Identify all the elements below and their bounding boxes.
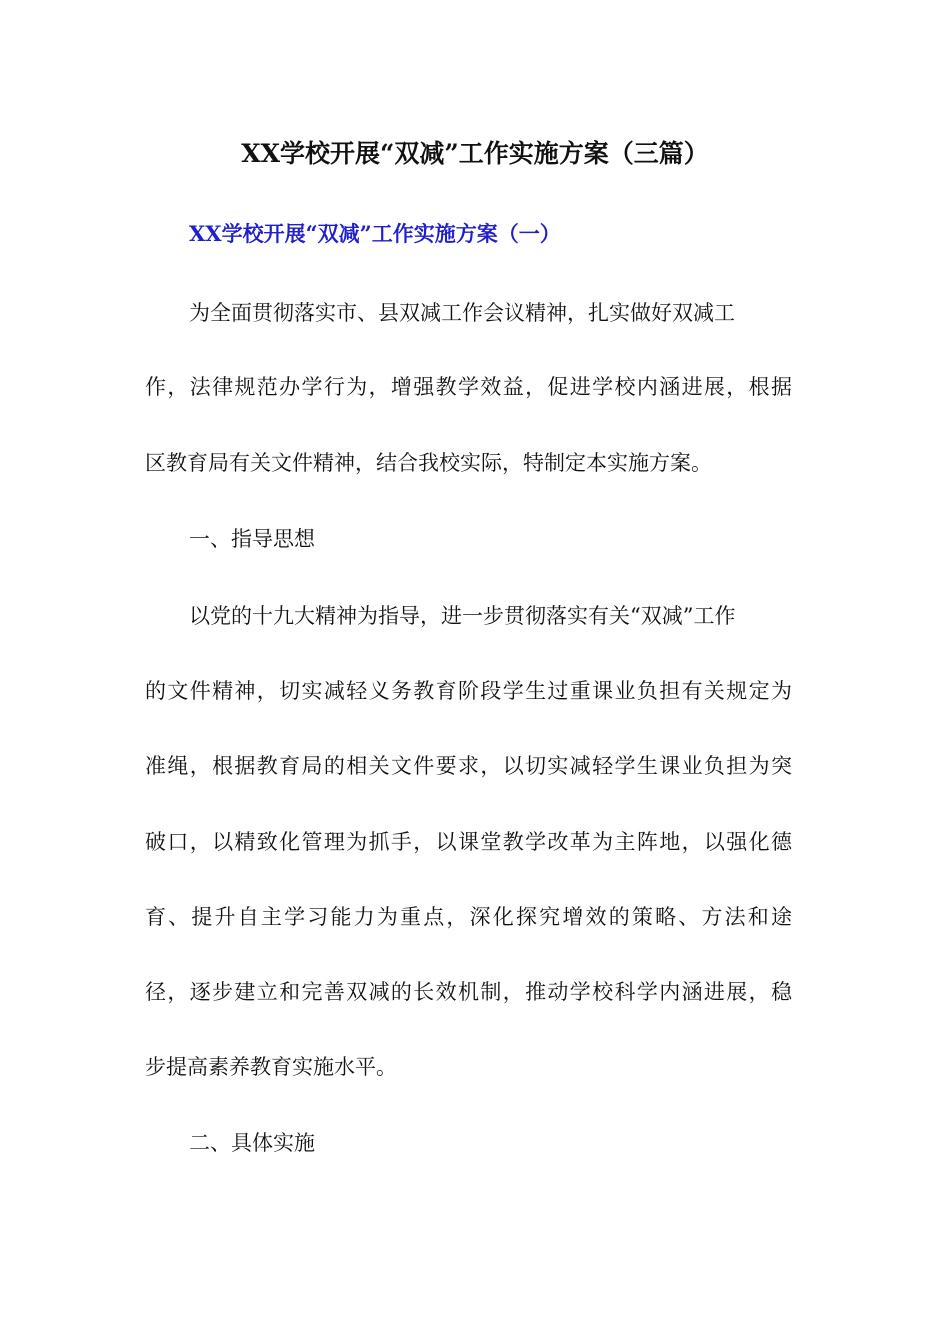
paragraph-line: 破口，以精致化管理为抓手，以课堂教学改革为主阵地，以强化德 — [145, 830, 792, 854]
paragraph-line: 作，法律规范办学行为，增强教学效益，促进学校内涵进展，根据 — [145, 375, 792, 399]
paragraph-line: 的文件精神，切实减轻义务教育阶段学生过重课业负担有关规定为 — [145, 679, 792, 703]
paragraph-line: 准绳，根据教育局的相关文件要求，以切实减轻学生课业负担为突 — [145, 754, 792, 778]
paragraph-line: 区教育局有关文件精神，结合我校实际，特制定本实施方案。 — [145, 451, 712, 475]
paragraph-line: 步提高素养教育实施水平。 — [145, 1055, 397, 1079]
document-title: XX学校开展“双减”工作实施方案（三篇） — [241, 139, 709, 168]
section-title: XX学校开展“双减”工作实施方案（一） — [189, 221, 561, 246]
paragraph-line: 为全面贯彻落实市、县双减工作会议精神，扎实做好双减工 — [189, 301, 735, 325]
paragraph-line: 以党的十九大精神为指导，进一步贯彻落实有关“双减”工作 — [189, 604, 736, 628]
section-heading: 二、具体实施 — [189, 1131, 315, 1155]
section-heading: 一、指导思想 — [189, 527, 315, 551]
paragraph-line: 径，逐步建立和完善双减的长效机制，推动学校科学内涵进展，稳 — [145, 980, 792, 1004]
paragraph-line: 育、提升自主学习能力为重点，深化探究增效的策略、方法和途 — [145, 905, 792, 929]
